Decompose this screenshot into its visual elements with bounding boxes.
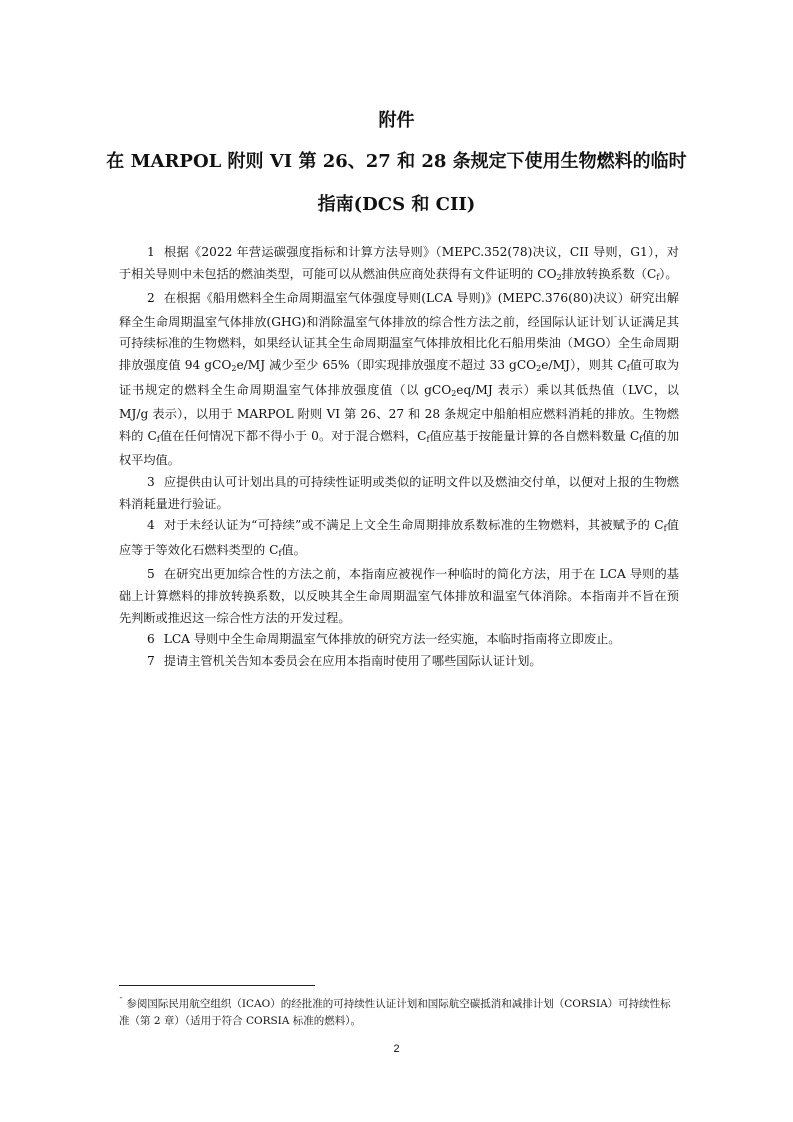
- paragraph-text: 值应等于等效化石燃料类型的 C: [119, 518, 679, 557]
- paragraph-2: [119, 288, 679, 472]
- paragraph-text: 值。: [281, 542, 306, 557]
- subscript: f: [656, 272, 660, 282]
- paragraph-text: 根据《2022 年营运碳强度指标和计算方法导则》（MEPC.352(78)决议，CII 导则，G1），对于相关导则中未包括的燃油类型，可能可以从燃油供应商处获得有文件证明的 CO: [119, 245, 679, 281]
- paragraph-6: [119, 629, 679, 651]
- paragraph-text: 对于未经认证为“可持续”或不满足上文全生命周期排放系数标准的生物燃料，其被赋予的 C: [163, 518, 664, 533]
- paragraph-number: 3: [147, 474, 155, 489]
- subscript: f: [626, 363, 630, 373]
- page-number: 2: [393, 1043, 400, 1055]
- footnote-text: 参阅国际民用航空组织（ICAO）的经批准的可持续性认证计划和国际航空碳抵消和减排计划（CORSIA）可持续性标准（第 2 章）（适用于符合 CORSIA 标准的燃料）。: [119, 998, 671, 1027]
- paragraph-text: LCA 导则中全生命周期温室气体排放的研究方法一经实施，本临时指南将立即废止。: [163, 632, 621, 647]
- paragraph-text: 在根据《船用燃料全生命周期温室气体强度导则(LCA 导则)》(MEPC.376(80)决议）研究出解释全生命周期温室气体排放(GHG)和消除温室气体排放的综合性方法之前，经国际认证计划: [119, 291, 679, 329]
- paragraph-number: 1: [147, 245, 155, 259]
- paragraph-text: e/MJ 减少至少 65%（即实现排放强度不超过 33 gCO: [236, 357, 537, 372]
- paragraph-number: 2: [147, 291, 155, 306]
- paragraph-text: 排放转换系数（C: [561, 266, 657, 281]
- paragraph-text: eq/MJ 表示）乘以其低热值（LVC，以 MJ/g 表示），以用于 MARPOL 附则 VI 第 26、27 和 28 条规定中船舶相应燃料消耗的排放。生物燃料的 C: [119, 382, 679, 443]
- document-title-line-1: 在 MARPOL 附则 VI 第 26、27 和 28 条规定下使用生物燃料的临时: [106, 151, 687, 172]
- subscript: f: [278, 548, 282, 558]
- paragraph-number: 5: [147, 567, 155, 582]
- document-title-line-2: 指南(DCS 和 CII): [317, 194, 476, 215]
- paragraph-text: 值应基于按能量计算的各自燃料数量 C: [429, 428, 640, 443]
- footnote-divider: [119, 985, 315, 986]
- document-body: [119, 242, 679, 672]
- paragraph-number: 7: [147, 653, 155, 668]
- subscript: 2: [556, 272, 562, 282]
- paragraph-4: [119, 515, 679, 564]
- subscript: 2: [231, 363, 237, 373]
- subscript: f: [156, 434, 160, 444]
- subscript: f: [639, 434, 643, 444]
- footnote-reference[interactable]: ¯: [613, 315, 618, 325]
- paragraph-text: 值的加权平均值。: [119, 428, 680, 468]
- paragraph-number: 6: [147, 632, 155, 647]
- paragraph-text: e/MJ），则其 C: [541, 357, 627, 372]
- subscript: 2: [536, 363, 542, 373]
- subscript: 2: [451, 388, 457, 398]
- paragraph-text: 值可取为证书规定的燃料全生命周期温室气体排放强度值（以 gCO: [119, 357, 680, 397]
- paragraph-text: 应提供由认可计划出具的可持续性证明或类似的证明文件以及燃油交付单，以便对上报的生物燃料消耗量进行验证。: [119, 474, 679, 511]
- footnote: [119, 993, 679, 1030]
- paragraph-3: [119, 472, 679, 515]
- paragraph-text: 值在任何情况下都不得小于 0。对于混合燃料，C: [159, 428, 427, 443]
- paragraph-number: 4: [147, 518, 155, 533]
- footnote-mark: ¯: [119, 997, 123, 1006]
- paragraph-text: 在研究出更加综合性的方法之前，本指南应被视作一种临时的简化方法，用于在 LCA 导则的基础上计算燃料的排放转换系数，以反映其全生命周期温室气体排放和温室气体消除。本指南并不旨在预先判断或推迟这一综合性方法的开发过程。: [119, 567, 679, 625]
- paragraph-text: 认证满足其可持续标准的生物燃料，如果经认证其全生命周期温室气体排放相比化石船用柴油（MGO）全生命周期排放强度值 94 gCO: [119, 314, 680, 372]
- paragraph-text: ）。: [659, 266, 678, 281]
- paragraph-7: [119, 651, 679, 673]
- paragraph-5: [119, 564, 679, 629]
- subscript: f: [663, 524, 667, 534]
- subscript: f: [426, 434, 430, 444]
- paragraph-1: [119, 242, 679, 288]
- annex-heading: 附件: [378, 110, 415, 131]
- paragraph-text: 提请主管机关告知本委员会在应用本指南时使用了哪些国际认证计划。: [163, 653, 542, 668]
